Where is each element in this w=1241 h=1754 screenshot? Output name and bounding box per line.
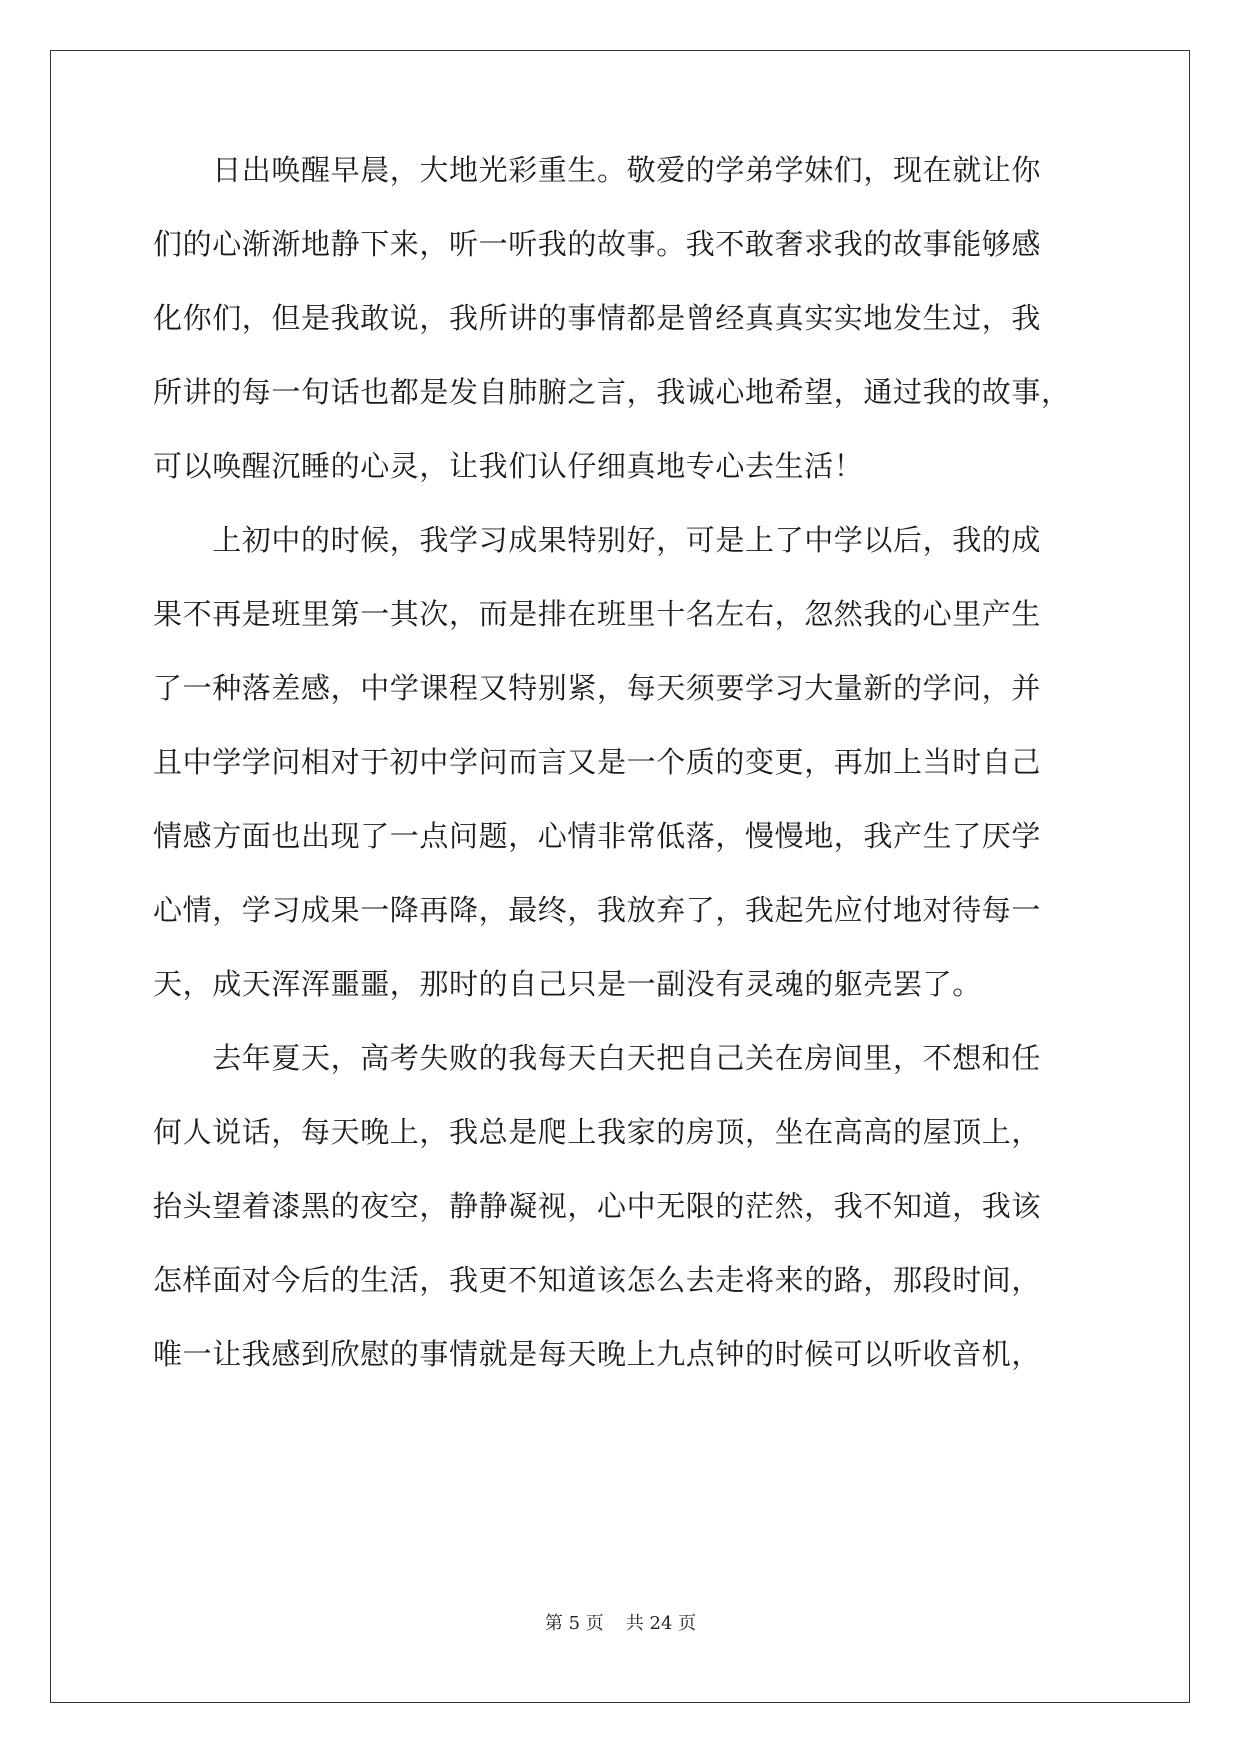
text-line: 抬头望着漆黑的夜空，静静凝视，心中无限的茫然，我不知道，我该 <box>153 1189 1042 1223</box>
text-line: 去年夏天，高考失败的我每天白天把自己关在房间里，不想和任 <box>153 1041 1042 1075</box>
text-line: 可以唤醒沉睡的心灵，让我们认仔细真地专心去生活！ <box>153 449 864 483</box>
text-line: 所讲的每一句话也都是发自肺腑之言，我诚心地希望，通过我的故事， <box>153 375 1071 409</box>
page-number: 第 5 页 <box>544 1613 604 1634</box>
text-line: 怎样面对今后的生活，我更不知道该怎么去走将来的路，那段时间， <box>153 1263 1042 1297</box>
text-line: 唯一让我感到欣慰的事情就是每天晚上九点钟的时候可以听收音机， <box>153 1337 1042 1371</box>
text-line: 果不再是班里第一其次，而是排在班里十名左右，忽然我的心里产生 <box>153 597 1042 631</box>
text-line: 化你们，但是我敢说，我所讲的事情都是曾经真真实实地发生过，我 <box>153 301 1042 335</box>
page-total: 共 24 页 <box>625 1613 697 1634</box>
text-line: 心情，学习成果一降再降，最终，我放弃了，我起先应付地对待每一 <box>153 893 1042 927</box>
page-footer <box>0 1612 1241 1636</box>
text-line: 天，成天浑浑噩噩，那时的自己只是一副没有灵魂的躯壳罢了。 <box>153 967 982 1001</box>
text-line: 情感方面也出现了一点问题，心情非常低落，慢慢地，我产生了厌学 <box>153 819 1042 853</box>
text-line: 了一种落差感，中学课程又特别紧，每天须要学习大量新的学问，并 <box>153 671 1042 705</box>
text-line: 们的心渐渐地静下来，听一听我的故事。我不敢奢求我的故事能够感 <box>153 227 1042 261</box>
text-line: 上初中的时候，我学习成果特别好，可是上了中学以后，我的成 <box>153 523 1042 557</box>
text-line: 且中学学问相对于初中学问而言又是一个质的变更，再加上当时自己 <box>153 745 1042 779</box>
text-line: 何人说话，每天晚上，我总是爬上我家的房顶，坐在高高的屋顶上， <box>153 1115 1042 1149</box>
text-line: 日出唤醒早晨，大地光彩重生。敬爱的学弟学妹们，现在就让你 <box>153 153 1042 187</box>
